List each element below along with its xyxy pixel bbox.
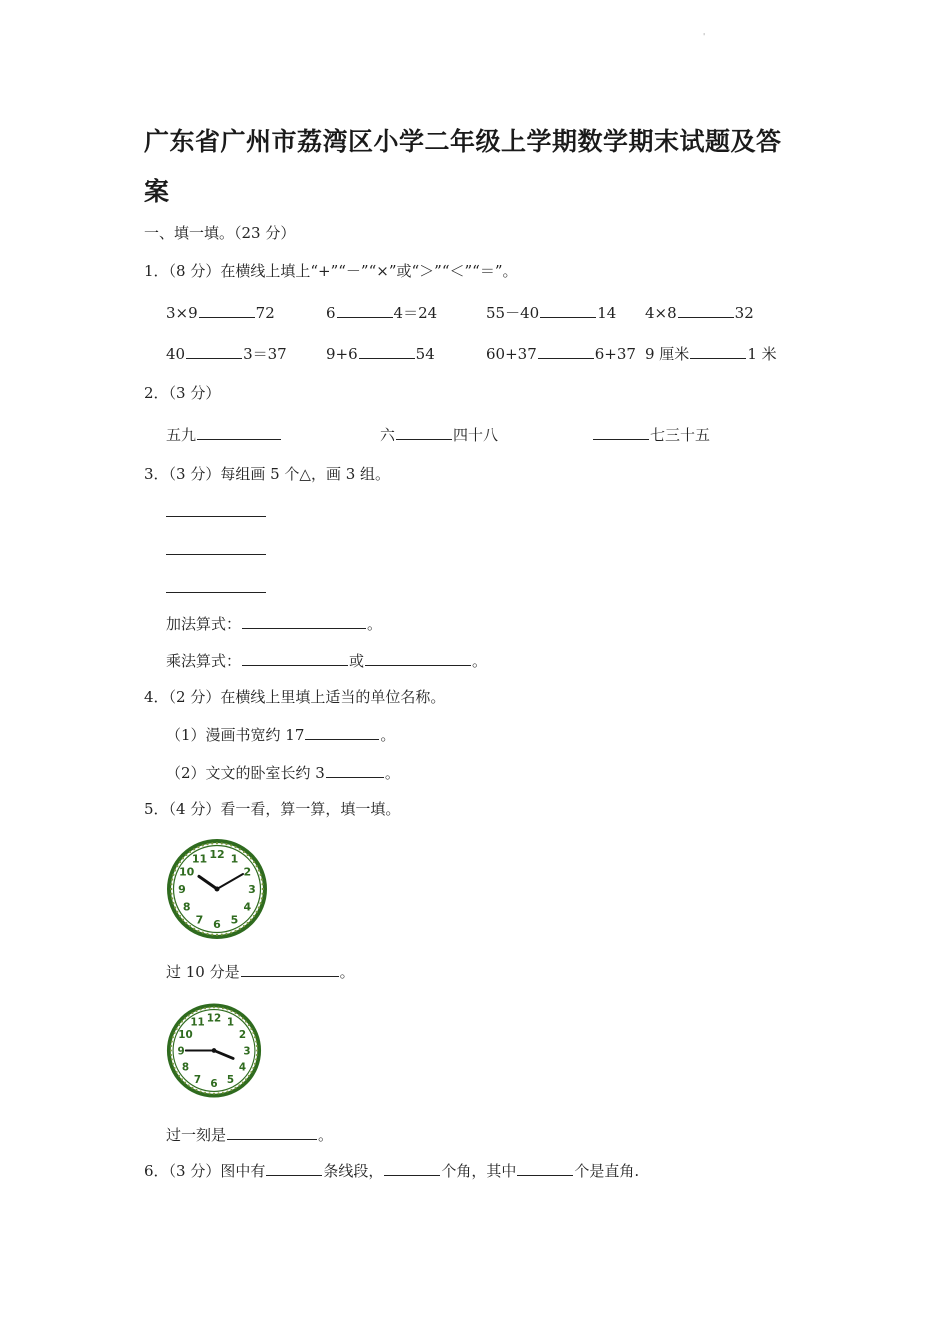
minute-dot — [254, 1036, 256, 1038]
minute-dot — [185, 854, 187, 856]
q4-item: （2）文文的卧室长约 3 。 — [166, 764, 400, 782]
minute-dot — [248, 1075, 250, 1077]
minute-dot — [258, 907, 260, 909]
minute-dot — [221, 933, 223, 935]
minute-dot — [262, 888, 264, 890]
section-heading: 一、填一填。（23 分） — [144, 224, 296, 242]
minute-dot — [191, 1087, 193, 1089]
clock-number: 11 — [191, 852, 208, 866]
clock-number: 3 — [243, 1045, 251, 1058]
minute-dot — [179, 915, 181, 917]
minute-dot — [255, 1058, 257, 1060]
answer-blank[interactable] — [197, 424, 281, 440]
answer-blank[interactable] — [242, 613, 366, 629]
clock-number: 2 — [243, 865, 252, 879]
minute-dot — [185, 922, 187, 924]
clock-number: 12 — [206, 1012, 222, 1025]
answer-blank[interactable] — [678, 302, 734, 318]
minute-dot — [182, 857, 184, 859]
q1-item: 60+37 6+37 — [486, 345, 636, 363]
minute-dot — [243, 925, 245, 927]
minute-dot — [184, 1081, 186, 1083]
clock-number: 10 — [179, 865, 195, 879]
answer-blank[interactable] — [242, 650, 348, 666]
minute-dot — [197, 846, 199, 848]
clock-number: 9 — [177, 1045, 185, 1058]
minute-dot — [204, 1007, 206, 1009]
minute-dot — [217, 1007, 219, 1009]
minute-dot — [189, 925, 191, 927]
minute-dot — [230, 931, 232, 933]
minute-dot — [189, 851, 191, 853]
minute-dot — [193, 928, 195, 930]
minute-dot — [222, 1007, 224, 1009]
clock-number: 7 — [193, 1073, 202, 1086]
minute-dot — [250, 857, 252, 859]
minute-dot — [195, 1010, 197, 1012]
clock-center — [215, 887, 220, 892]
answer-blank[interactable] — [199, 302, 255, 318]
minute-dot — [253, 861, 255, 863]
minute-dot — [171, 1058, 173, 1060]
minute-dot — [200, 1090, 202, 1092]
q2-item: 六 四十八 — [380, 426, 499, 444]
answer-blank[interactable] — [690, 343, 746, 359]
minute-dot — [188, 1015, 190, 1017]
q3-addition: 加法算式： 。 — [166, 615, 383, 633]
minute-dot — [226, 1008, 228, 1010]
drawing-line[interactable] — [166, 554, 266, 555]
minute-dot — [174, 869, 176, 871]
minute-dot — [259, 902, 261, 904]
minute-dot — [216, 842, 218, 844]
q5-item-1: 过 10 分是 。 — [166, 963, 355, 981]
q6-stem: 6．（3 分）图中有 条线段， 个角，其中 个是直角. — [144, 1162, 640, 1180]
drawing-line[interactable] — [166, 592, 266, 593]
clock-number: 6 — [213, 918, 221, 931]
clock-2 — [166, 1001, 262, 1100]
minute-dot — [261, 897, 263, 899]
minute-dot — [188, 1084, 190, 1086]
minute-dot — [195, 1089, 197, 1091]
clock-number: 8 — [181, 1061, 190, 1074]
minute-dot — [170, 888, 172, 890]
q1-item: 9 厘米 1 米 — [645, 345, 777, 363]
minute-dot — [170, 883, 172, 885]
answer-blank[interactable] — [538, 343, 594, 359]
minute-dot — [235, 930, 237, 932]
minute-dot — [181, 1021, 183, 1023]
answer-blank[interactable] — [593, 424, 649, 440]
minute-dot — [250, 1028, 252, 1030]
drawing-line[interactable] — [166, 516, 266, 517]
minute-dot — [252, 1032, 254, 1034]
minute-dot — [250, 919, 252, 921]
minute-dot — [255, 1041, 257, 1043]
minute-dot — [191, 1012, 193, 1014]
minute-dot — [242, 1017, 244, 1019]
minute-dot — [174, 1032, 176, 1034]
minute-dot — [256, 865, 258, 867]
minute-dot — [256, 1045, 258, 1047]
minute-dot — [211, 842, 213, 844]
clock-number: 6 — [210, 1078, 218, 1091]
clock-number: 2 — [238, 1028, 247, 1041]
minute-dot — [202, 844, 204, 846]
minute-dot — [242, 1081, 244, 1083]
minute-dot — [172, 1063, 174, 1065]
q1-item: 9+6 54 — [326, 345, 435, 363]
minute-dot — [193, 848, 195, 850]
answer-blank[interactable] — [384, 1160, 440, 1176]
q4-stem: 4．（2 分）在横线上里填上适当的单位名称。 — [144, 688, 446, 706]
clock-number: 7 — [195, 913, 204, 927]
clock-1 — [166, 838, 268, 940]
q4-item: （1）漫画书宽约 17 。 — [166, 726, 396, 744]
minute-dot — [261, 883, 263, 885]
answer-blank[interactable] — [326, 762, 384, 778]
minute-dot — [252, 1067, 254, 1069]
answer-blank[interactable] — [365, 650, 471, 666]
page-title: 广东省广州市荔湾区小学二年级上学期数学期末试题及答 — [144, 127, 782, 156]
minute-dot — [178, 1075, 180, 1077]
minute-dot — [225, 933, 227, 935]
minute-dot — [179, 861, 181, 863]
minute-dot — [182, 919, 184, 921]
minute-dot — [208, 1092, 210, 1094]
answer-blank[interactable] — [186, 343, 242, 359]
minute-dot — [222, 1092, 224, 1094]
q1-item: 55－40 14 — [486, 304, 617, 322]
q2-item: 五九 — [166, 424, 282, 445]
minute-dot — [261, 893, 263, 895]
minute-dot — [238, 1015, 240, 1017]
q1-item: 4×8 32 — [645, 304, 754, 322]
minute-dot — [172, 902, 174, 904]
minute-dot — [206, 933, 208, 935]
answer-blank[interactable] — [227, 1124, 317, 1140]
q1-item: 6 4＝24 — [326, 304, 438, 322]
q3-multiplication: 乘法算式： 或 。 — [166, 652, 488, 670]
minute-dot — [235, 846, 237, 848]
minute-dot — [254, 1063, 256, 1065]
q5-item-2: 过一刻是 。 — [166, 1126, 334, 1144]
page-title-continued: 案 — [144, 177, 170, 206]
minute-dot — [172, 874, 174, 876]
minute-dot — [247, 854, 249, 856]
minute-dot — [174, 907, 176, 909]
minute-dot — [245, 1078, 247, 1080]
minute-dot — [259, 874, 261, 876]
minute-dot — [250, 1071, 252, 1073]
answer-blank[interactable] — [396, 424, 452, 440]
minute-dot — [248, 1024, 250, 1026]
minute-dot — [245, 1021, 247, 1023]
minute-dot — [235, 1012, 237, 1014]
q1-stem: 1．（8 分）在横线上填上“+”“－”“×”或“＞”“＜”“＝”。 — [144, 262, 518, 280]
minute-dot — [208, 1007, 210, 1009]
q1-item: 40 3＝37 — [166, 345, 287, 363]
minute-dot — [211, 933, 213, 935]
minute-dot — [200, 1008, 202, 1010]
answer-blank[interactable] — [241, 961, 339, 977]
clock-number: 11 — [190, 1016, 205, 1029]
minute-dot — [239, 928, 241, 930]
answer-blank[interactable] — [337, 302, 393, 318]
minute-dot — [170, 1045, 172, 1047]
minute-dot — [204, 1092, 206, 1094]
minute-dot — [235, 1087, 237, 1089]
minute-dot — [202, 931, 204, 933]
q3-stem: 3．（3 分）每组画 5 个△，画 3 组。 — [144, 465, 391, 483]
minute-dot — [171, 878, 173, 880]
minute-dot — [176, 1071, 178, 1073]
minute-dot — [238, 1084, 240, 1086]
minute-dot — [256, 1049, 258, 1051]
minute-dot — [226, 1090, 228, 1092]
minute-dot — [221, 842, 223, 844]
clock-number: 12 — [209, 848, 225, 861]
answer-blank[interactable] — [540, 302, 596, 318]
answer-blank[interactable] — [517, 1160, 573, 1176]
minute-dot — [216, 934, 218, 936]
minute-dot — [247, 922, 249, 924]
minute-dot — [174, 1067, 176, 1069]
answer-blank[interactable] — [359, 343, 415, 359]
clock-number: 5 — [226, 1073, 235, 1086]
minute-dot — [213, 1006, 215, 1008]
minute-dot — [181, 1078, 183, 1080]
minute-dot — [243, 851, 245, 853]
clock-number: 5 — [230, 913, 239, 927]
minute-dot — [256, 911, 258, 913]
clock-number: 3 — [248, 883, 256, 896]
minute-dot — [230, 1010, 232, 1012]
minute-dot — [261, 878, 263, 880]
minute-dot — [217, 1092, 219, 1094]
minute-dot — [170, 1049, 172, 1051]
minute-dot — [225, 843, 227, 845]
minute-dot — [253, 915, 255, 917]
q2-stem: 2．（3 分） — [144, 384, 221, 402]
minute-dot — [172, 1036, 174, 1038]
answer-blank[interactable] — [266, 1160, 322, 1176]
q1-item: 3×9 72 — [166, 304, 275, 322]
minute-dot — [171, 1041, 173, 1043]
clock-center — [212, 1048, 217, 1053]
minute-dot — [170, 1054, 172, 1056]
minute-dot — [230, 844, 232, 846]
minute-dot — [176, 911, 178, 913]
clock-number: 8 — [182, 900, 191, 914]
clock-number: 9 — [178, 883, 186, 896]
minute-dot — [178, 1024, 180, 1026]
q5-stem: 5．（4 分）看一看，算一算，填一填。 — [144, 800, 401, 818]
clock-number: 4 — [243, 900, 252, 914]
minute-dot — [239, 848, 241, 850]
minute-dot — [213, 1093, 215, 1095]
header-mark: ' — [703, 32, 706, 41]
clock-number: 1 — [230, 852, 239, 866]
clock-number: 1 — [226, 1016, 235, 1029]
clock-number: 10 — [178, 1028, 193, 1041]
answer-blank[interactable] — [305, 724, 379, 740]
clock-number: 4 — [238, 1061, 247, 1074]
minute-dot — [206, 843, 208, 845]
minute-dot — [171, 897, 173, 899]
minute-dot — [258, 869, 260, 871]
minute-dot — [197, 930, 199, 932]
minute-dot — [184, 1017, 186, 1019]
minute-dot — [230, 1089, 232, 1091]
q2-item: 七三十五 — [592, 424, 710, 445]
minute-dot — [170, 893, 172, 895]
minute-dot — [256, 1054, 258, 1056]
